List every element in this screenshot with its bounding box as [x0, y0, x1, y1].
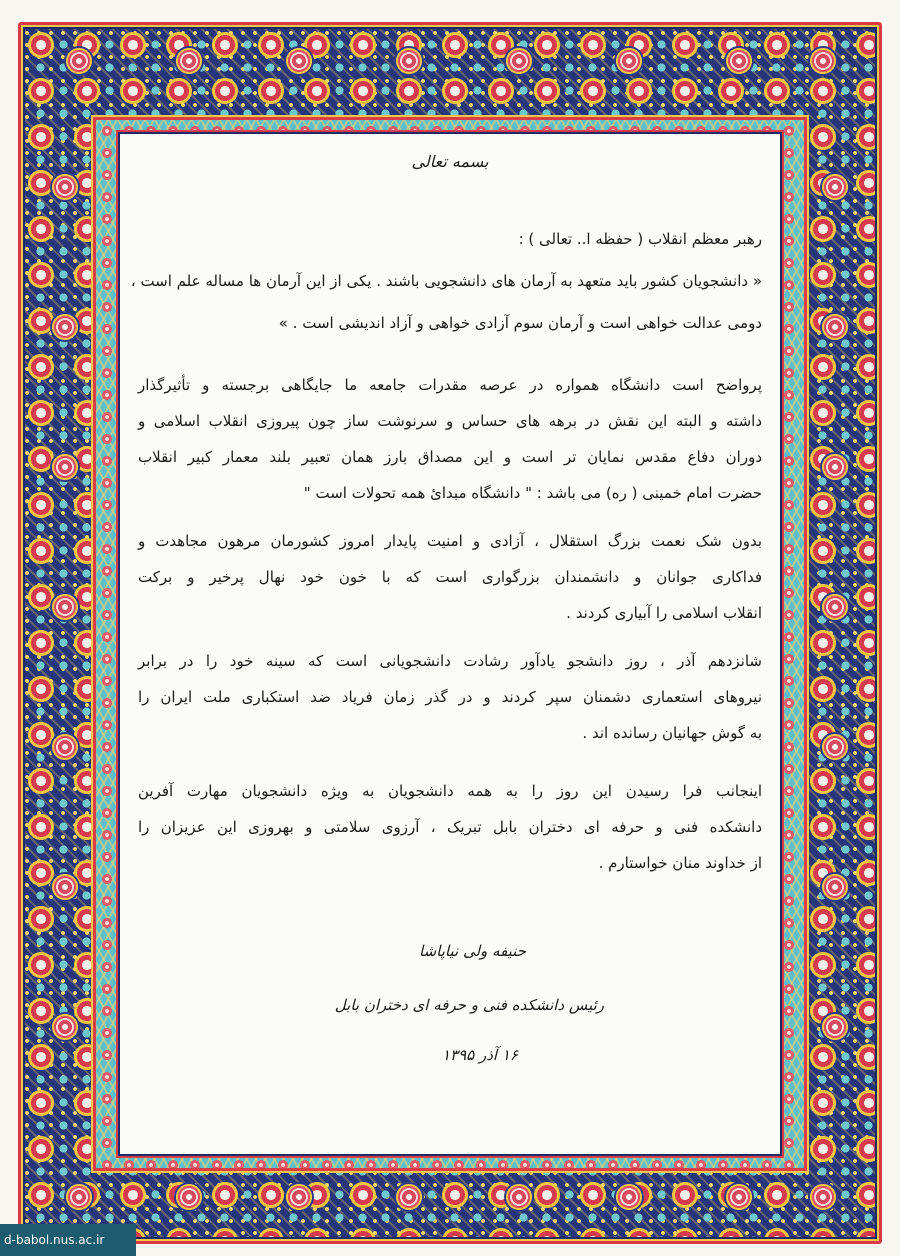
flower-ornament [394, 1182, 424, 1212]
flower-ornament [64, 46, 94, 76]
letter-paper [120, 134, 780, 1154]
flower-ornament [820, 312, 850, 342]
paragraph-line: داشته و البته این نقش در برهه های حساس و سرنوشت ساز چون پیروزی انقلاب اسلامی و [138, 412, 762, 430]
flower-ornament [50, 592, 80, 622]
flower-ornament [174, 1182, 204, 1212]
flower-ornament [724, 46, 754, 76]
flower-ornament [284, 46, 314, 76]
flower-ornament [50, 452, 80, 482]
quote-attribution: رهبر معظم انقلاب ( حفظه ا.. تعالی ) : [518, 230, 762, 248]
flower-ornament [284, 1182, 314, 1212]
paragraph-line: به گوش جهانیان رسانده اند . [582, 724, 762, 742]
flower-ornament [614, 1182, 644, 1212]
flower-ornament [64, 1182, 94, 1212]
flower-ornament [724, 1182, 754, 1212]
flower-ornament [820, 1012, 850, 1042]
paragraph-line: اینجانب فرا رسیدن این روز را به همه دانشجویان به ویژه دانشجویان مهارت آفرین [138, 782, 762, 800]
paragraph-line: دوران دفاع مقدس نمایان تر است و این مصداق بارز همان تعبیر بلند معمار کبیر انقلاب [138, 448, 762, 466]
flower-ornament [504, 46, 534, 76]
flower-ornament [394, 46, 424, 76]
paragraph-line: از خداوند منان خواستارم . [598, 854, 762, 872]
quote-line: دومی عدالت خواهی است و آرمان سوم آزادی خواهی و آزاد اندیشی است . » [278, 314, 762, 332]
flower-ornament [50, 732, 80, 762]
letter-date: ۱۶ آذر ۱۳۹۵ [442, 1046, 518, 1064]
flower-ornament [808, 46, 838, 76]
flower-ornament [50, 312, 80, 342]
signatory-name: حنیفه ولی نیاپاشا [419, 942, 526, 960]
flower-ornament [820, 592, 850, 622]
invocation-heading: بسمه تعالی [411, 152, 489, 171]
flower-ornament [820, 172, 850, 202]
flower-ornament [614, 46, 644, 76]
flower-ornament [50, 172, 80, 202]
flower-ornament [50, 1012, 80, 1042]
flower-ornament [174, 46, 204, 76]
flower-ornament [50, 872, 80, 902]
paragraph-line: دانشکده فنی و حرفه ای دختران بابل تبریک ، آرزوی سلامتی و بهروزی این عزیزان را [138, 818, 762, 836]
signatory-title: رئیس دانشکده فنی و حرفه ای دختران بابل [334, 996, 604, 1014]
paragraph-line: فداکاری جوانان و دانشمندان بزرگواری است که با خون خود نهال پرخیر و برکت [138, 568, 762, 586]
quote-line: « دانشجویان کشور باید متعهد به آرمان های دانشجویی باشند . یکی از این آرمان ها مساله علم است ، [130, 272, 762, 290]
flower-ornament [820, 732, 850, 762]
flower-ornament [808, 1182, 838, 1212]
flower-ornament [504, 1182, 534, 1212]
paragraph-line: انقلاب اسلامی را آبیاری کردند . [566, 604, 762, 622]
flower-ornament [820, 452, 850, 482]
site-url-badge: d-babol.nus.ac.ir [0, 1224, 136, 1256]
flower-ornament [820, 872, 850, 902]
paragraph-line: نیروهای استعماری دشمنان سپر کردند و در گذر زمان فریاد ضد استکباری ملت ایران را [138, 688, 762, 706]
paragraph-line: شانزدهم آذر ، روز دانشجو یادآور رشادت دانشجویانی است که سینه خود را در برابر [138, 652, 762, 670]
paragraph-line: بدون شک نعمت بزرگ استقلال ، آزادی و امنیت پایدار امروز کشورمان مرهون مجاهدت و [138, 532, 762, 550]
paragraph-line: حضرت امام خمینی ( ره) می باشد : " دانشگاه مبدائ همه تحولات است " [303, 484, 762, 502]
paragraph-line: پرواضح است دانشگاه همواره در عرصه مقدرات جامعه ما جایگاهی برجسته و تأثیرگذار [138, 376, 762, 394]
